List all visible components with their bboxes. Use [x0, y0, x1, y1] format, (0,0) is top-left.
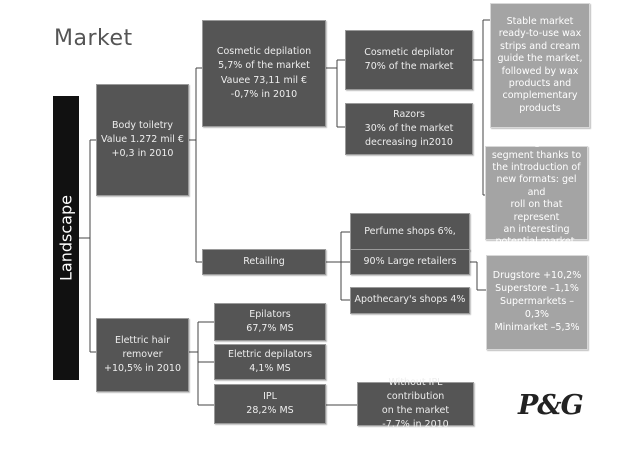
node-stable-market: Stable market ready-to-use wax strips and cream guide the market, followed by wax products and complementary products [490, 3, 590, 128]
node-large-retailers: 90% Large retailers [350, 249, 470, 275]
node-perfume-shops: Perfume shops 6%, [350, 213, 470, 251]
node-ipl: IPL 28,2% MS [214, 384, 326, 424]
page-title: Market [54, 26, 133, 51]
node-body-toiletry: Body toiletry Value 1.272 mil € +0,3 in 2010 [96, 84, 189, 196]
node-booming-wax: Booming of wax segment thanks to the introduction of new formats: gel and roll on that represent an interesting potential market. [485, 146, 588, 240]
node-retailing: Retailing [202, 249, 326, 275]
node-without-ipl: Without IPL contribution on the market -7,7% in 2010 [357, 382, 474, 426]
connector-body-toiletry [189, 68, 202, 262]
node-apothecary-shops: Apothecary's shops 4% [350, 287, 470, 314]
node-cosmetic-depilator: Cosmetic depilator 70% of the market [345, 30, 473, 90]
connector-electric-remover [189, 322, 214, 405]
connector-landscape [79, 140, 96, 352]
connector-retailing [326, 232, 350, 300]
node-electric-hair-remover: Elettric hair remover +10,5% in 2010 [96, 318, 189, 392]
connector-large-retailers [470, 262, 486, 290]
node-drugstore: Drugstore +10,2% Superstore –1,1% Supermarkets –0,3% Minimarket –5,3% [486, 255, 588, 350]
node-cosmetic-depilation: Cosmetic depilation 5,7% of the market Vauee 73,11 mil € -0,7% in 2010 [202, 20, 326, 127]
pg-logo: P&G [518, 390, 583, 421]
node-epilators: Epilators 67,7% MS [214, 303, 326, 341]
sidebar-label: Landscape [56, 195, 76, 281]
node-electric-depilators: Elettric depilators 4,1% MS [214, 344, 326, 380]
connector-cosmetic-depilation [326, 60, 345, 127]
node-razors: Razors 30% of the market decreasing in2010 [345, 103, 473, 155]
